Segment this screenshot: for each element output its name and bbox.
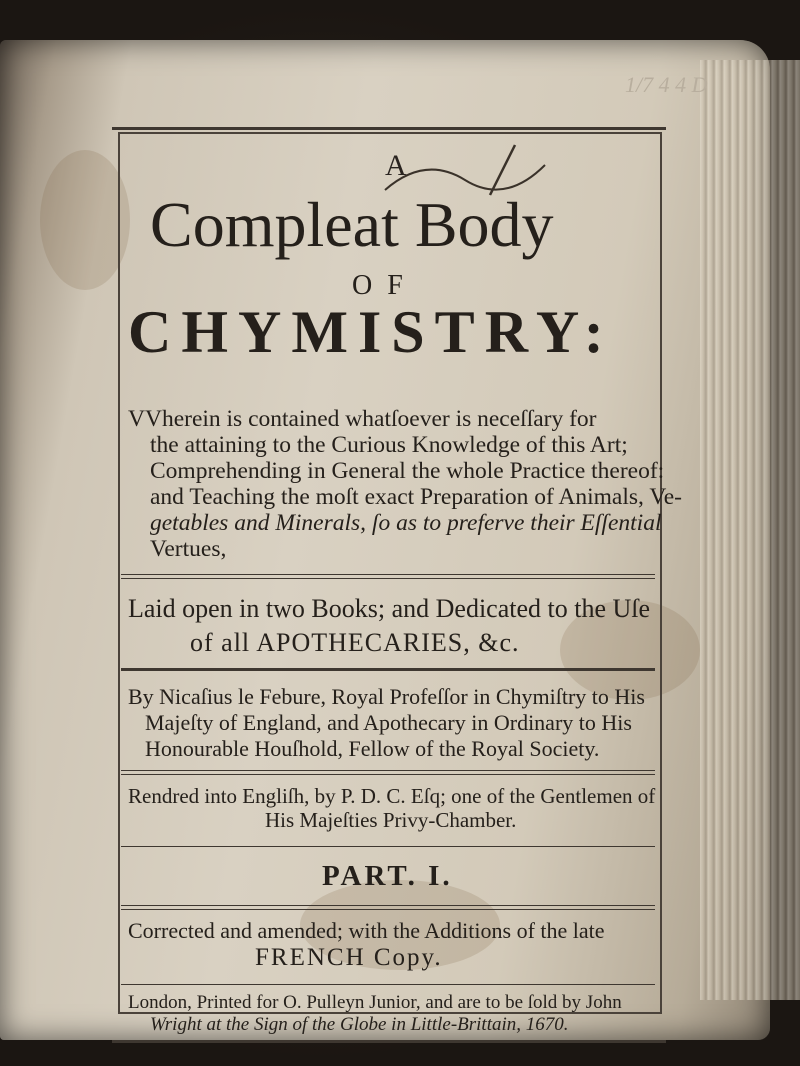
description-line: Comprehending in General the whole Practice thereof: — [150, 458, 665, 484]
page-edges — [700, 60, 800, 1000]
age-stain — [40, 150, 130, 290]
description-line: VVherein is contained whatſoever is neceſſary for — [128, 406, 597, 432]
corrections-line1: Corrected and amended; with the Additions of the late — [128, 918, 605, 943]
dedication-line2: of all APOTHECARIES, &c. — [190, 628, 520, 657]
author-line: Majeſty of England, and Apothecary in Ordinary to His — [145, 710, 632, 735]
divider-rule — [121, 905, 655, 910]
divider-rule — [121, 846, 655, 847]
author-line: Honourable Houſhold, Fellow of the Royal Society. — [145, 736, 600, 761]
imprint-line: London, Printed for O. Pulleyn Junior, and are to be ſold by John — [128, 992, 622, 1013]
part-heading: PART. I. — [322, 860, 453, 892]
title-line2: CHYMISTRY: — [128, 299, 614, 365]
title-of: O F — [352, 270, 407, 301]
divider-rule — [121, 574, 655, 579]
top-rule — [112, 127, 666, 130]
translator-line: Rendred into Engliſh, by P. D. C. Eſq; one of the Gentlemen of — [128, 784, 656, 808]
description-line: and Teaching the moſt exact Preparation of Animals, Ve- — [150, 484, 682, 510]
description-line: getables and Minerals, ſo as to preferve their Eſſential — [150, 510, 662, 536]
corrections-line2: FRENCH Copy. — [255, 944, 443, 971]
description-line: the attaining to the Curious Knowledge of this Art; — [150, 432, 628, 458]
corner-note: 1/7 4 4 D — [625, 72, 708, 97]
dedication-line1: Laid open in two Books; and Dedicated to the Uſe — [128, 594, 651, 623]
bottom-rule — [112, 1040, 666, 1043]
author-line: By Nicaſius le Febure, Royal Profeſſor in Chymiſtry to His — [128, 684, 645, 709]
title-line1: Compleat Body — [150, 189, 554, 260]
divider-rule — [121, 668, 655, 671]
description-line: Vertues, — [150, 536, 227, 562]
divider-rule — [121, 770, 655, 775]
ornament-letter: A — [385, 149, 407, 182]
translator-line: His Majeſties Privy-Chamber. — [265, 808, 517, 832]
divider-rule — [121, 984, 655, 985]
imprint-line: Wright at the Sign of the Globe in Little-Brittain, 1670. — [150, 1014, 569, 1035]
